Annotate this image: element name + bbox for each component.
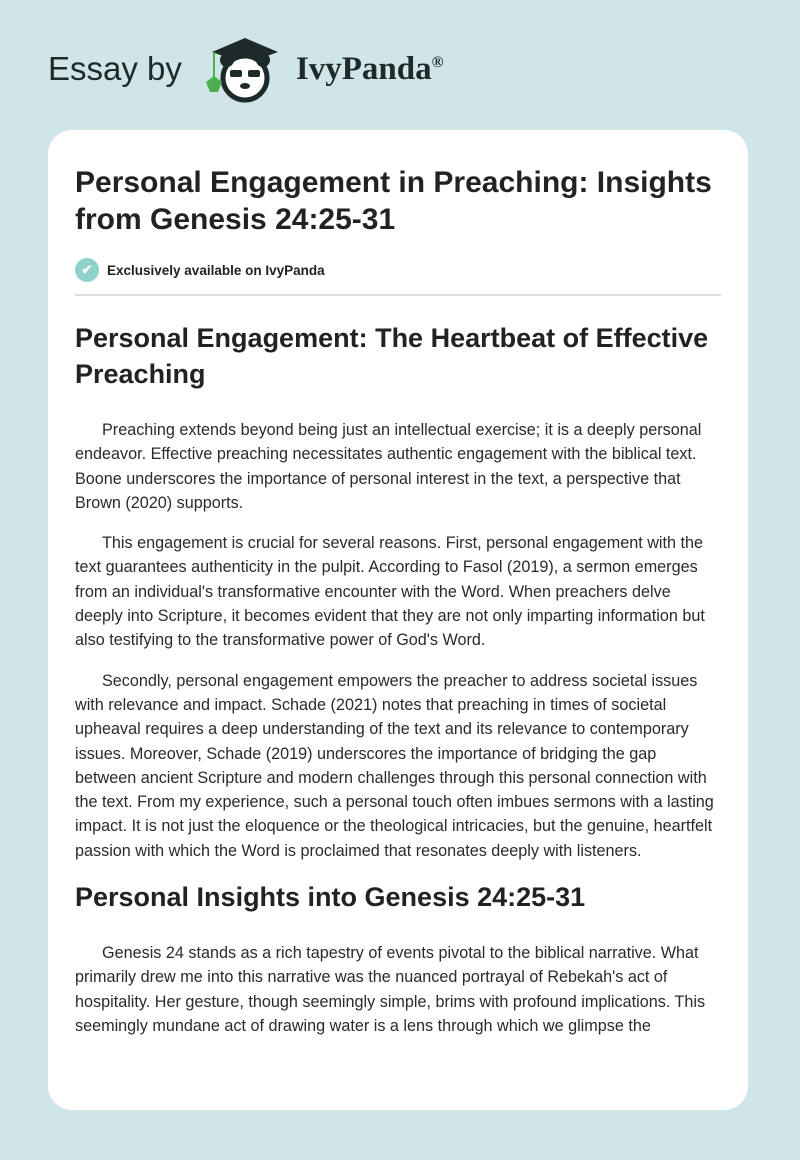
paragraph: Secondly, personal engagement empowers the preacher to address societal issues with relevance and impact. Schade (2021) notes that preaching in times of societal upheaval requires a deep understanding of the text and its relevance to contemporary issues. Moreover, Schade (2019) underscores the importance of bridging the gap between ancient Scripture and modern challenges through this personal connection with the text. From my experience, such a personal touch often imbues sermons with a lasting impact. It is not just the eloquence or the theological intricacies, but the genuine, heartfelt passion with which the Word is proclaimed that resonates deeply with listeners.	[75, 671, 714, 860]
site-header	[48, 34, 444, 104]
ivypanda-logo-icon[interactable]	[202, 34, 288, 104]
exclusive-label: Exclusively available on IvyPanda	[107, 262, 325, 278]
paragraph: Genesis 24 stands as a rich tapestry of events pivotal to the biblical narrative. What primarily drew me into this narrative was the nuanced portrayal of Rebekah's act of hospitality. Her gesture, though seemingly simple, brims with profound implications. This seemingly mundane act of drawing water is a lens through which we glimpse the	[75, 944, 706, 1035]
divider	[75, 294, 721, 296]
brand-name: IvyPanda®	[295, 50, 444, 87]
exclusive-badge	[75, 258, 721, 282]
check-icon: ✔	[75, 258, 99, 282]
paragraph: This engagement is crucial for several reasons. First, personal engagement with the text guarantees authenticity in the pulpit. According to Fasol (2019), a sermon emerges from an individual's transformative encounter with the Word. When preachers delve deeply into Scripture, it becomes evident that they are not only imparting information but also testifying to the transformative power of God's Word.	[75, 534, 705, 650]
essay-by-label: Essay by	[48, 50, 182, 87]
section-heading: Personal Engagement: The Heartbeat of Effective Preaching	[75, 323, 709, 389]
paragraph: Preaching extends beyond being just an intellectual exercise; it is a deeply personal endeavor. Effective preaching necessitates authentic engagement with the biblical text. Boone underscores the importance of personal interest in the text, a perspective that Brown (2020) supports.	[75, 421, 702, 512]
page-title: Personal Engagement in Preaching: Insights from Genesis 24:25-31	[75, 166, 712, 236]
section-heading: Personal Insights into Genesis 24:25-31	[75, 882, 586, 913]
essay-card	[48, 130, 748, 1110]
